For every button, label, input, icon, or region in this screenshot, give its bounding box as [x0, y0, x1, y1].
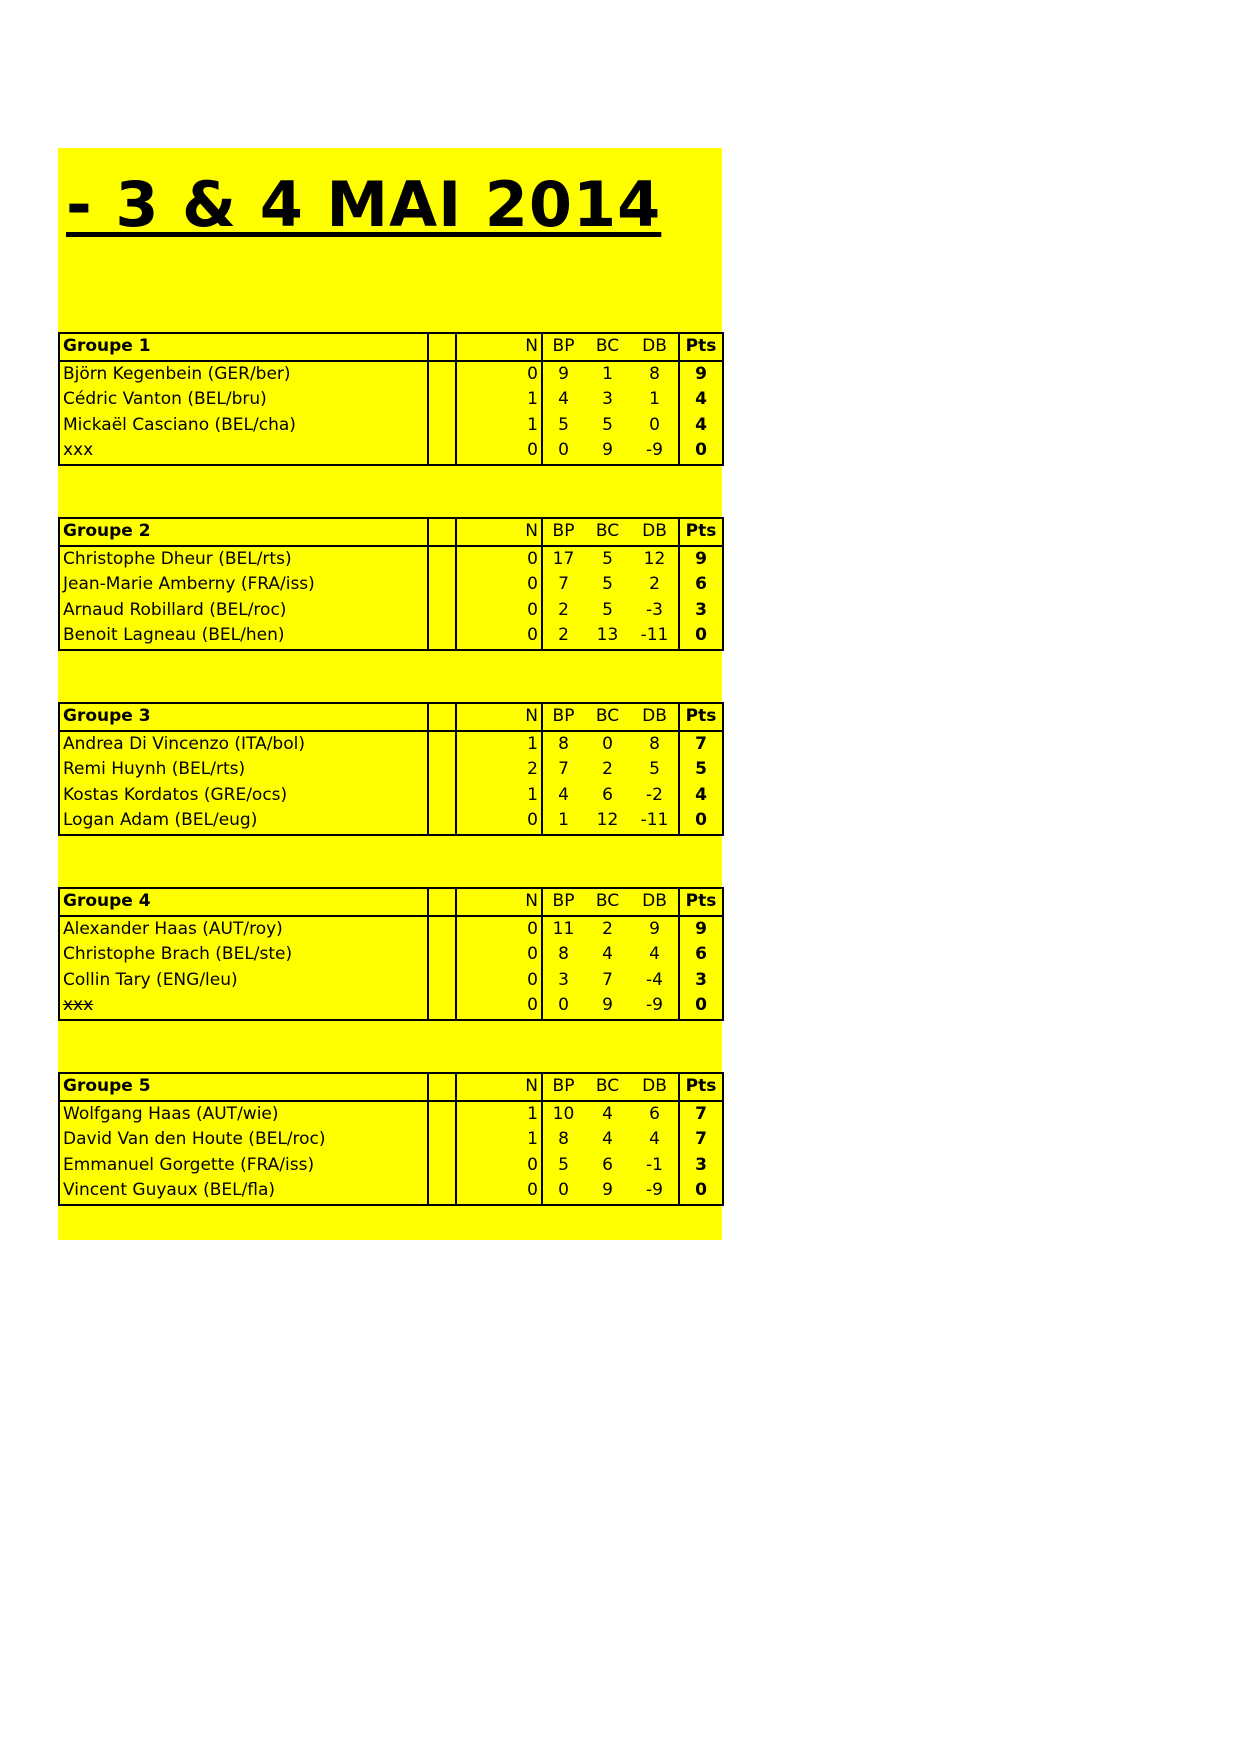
cell-db[interactable]: -11: [631, 623, 679, 650]
cell-n[interactable]: 1: [456, 783, 542, 809]
table-row: [59, 572, 723, 598]
cell-pts[interactable]: 7: [679, 1127, 723, 1153]
cell-bp[interactable]: 11: [542, 916, 584, 943]
table-row: [59, 438, 723, 465]
group-name[interactable]: Groupe 3: [59, 703, 428, 731]
cell-bc[interactable]: 2: [602, 918, 613, 939]
table-row: [59, 993, 723, 1020]
cell-pts[interactable]: 6: [679, 572, 723, 598]
cell-bp[interactable]: 8: [542, 942, 584, 968]
cell-bp[interactable]: 10: [542, 1101, 584, 1128]
cell-pts[interactable]: 4: [679, 783, 723, 809]
header-bc[interactable]: BC: [584, 1073, 631, 1101]
blank-cell[interactable]: [428, 1178, 456, 1205]
group-name[interactable]: Groupe 1: [59, 333, 428, 361]
table-row: [59, 361, 723, 388]
table-row: [59, 1101, 723, 1128]
cell-n[interactable]: 1: [456, 731, 542, 758]
cell-n[interactable]: 0: [456, 968, 542, 994]
player-name[interactable]: Alexander Haas (AUT/roy): [59, 916, 428, 943]
cell-n[interactable]: 0: [456, 916, 542, 943]
cell-n[interactable]: 1: [456, 413, 542, 439]
blank-cell[interactable]: [428, 1101, 456, 1128]
cell-bp[interactable]: 0: [542, 438, 584, 465]
cell-bc[interactable]: 6: [602, 784, 613, 805]
blank-cell[interactable]: [428, 387, 456, 413]
header-bp[interactable]: BP: [542, 333, 584, 361]
cell-db[interactable]: 8: [631, 361, 679, 388]
player-name[interactable]: Logan Adam (BEL/eug): [59, 808, 428, 835]
table-row: [59, 598, 723, 624]
cell-pts[interactable]: 6: [679, 942, 723, 968]
header-pts[interactable]: Pts: [679, 518, 723, 546]
cell-bp[interactable]: 8: [542, 731, 584, 758]
player-name[interactable]: Jean-Marie Amberny (FRA/iss): [59, 572, 428, 598]
cell-n[interactable]: 0: [456, 993, 542, 1020]
header-n[interactable]: N: [456, 1073, 542, 1101]
cell-bp[interactable]: 9: [542, 361, 584, 388]
cell-bp[interactable]: 2: [542, 598, 584, 624]
header-pts[interactable]: Pts: [679, 703, 723, 731]
cell-bc[interactable]: 5: [602, 574, 613, 595]
table-row: [59, 916, 723, 943]
group-header-row: [59, 1073, 723, 1101]
cell-db[interactable]: -11: [631, 808, 679, 835]
table-row: [59, 757, 723, 783]
blank-cell[interactable]: [428, 333, 456, 361]
cell-bp[interactable]: 17: [542, 546, 584, 573]
cell-db[interactable]: -1: [631, 1153, 679, 1179]
cell-n[interactable]: 0: [456, 1178, 542, 1205]
cell-db[interactable]: 6: [631, 1101, 679, 1128]
table-row: [59, 623, 723, 650]
cell-pts[interactable]: 9: [679, 916, 723, 943]
group-table: [58, 1072, 724, 1206]
player-name[interactable]: Benoit Lagneau (BEL/hen): [59, 623, 428, 650]
header-db[interactable]: DB: [631, 888, 679, 916]
blank-cell[interactable]: [428, 438, 456, 465]
cell-pts[interactable]: 0: [679, 438, 723, 465]
cell-bc[interactable]: 5: [602, 414, 613, 435]
player-name[interactable]: Arnaud Robillard (BEL/roc): [59, 598, 428, 624]
cell-pts[interactable]: 4: [679, 413, 723, 439]
cell-bp[interactable]: 0: [542, 1178, 584, 1205]
player-name[interactable]: Christophe Brach (BEL/ste): [59, 942, 428, 968]
cell-bc[interactable]: 1: [602, 363, 613, 384]
table-row: [59, 413, 723, 439]
blank-cell[interactable]: [428, 916, 456, 943]
header-n[interactable]: N: [456, 518, 542, 546]
blank-cell[interactable]: [428, 1153, 456, 1179]
cell-pts[interactable]: 3: [679, 1153, 723, 1179]
cell-pts[interactable]: 0: [679, 808, 723, 835]
cell-db[interactable]: 2: [631, 572, 679, 598]
blank-cell[interactable]: [428, 546, 456, 573]
cell-n[interactable]: 0: [456, 808, 542, 835]
table-row: [59, 968, 723, 994]
cell-bp[interactable]: 4: [542, 387, 584, 413]
cell-db[interactable]: 1: [631, 387, 679, 413]
cell-pts[interactable]: 7: [679, 1101, 723, 1128]
blank-cell[interactable]: [428, 1073, 456, 1101]
blank-cell[interactable]: [428, 518, 456, 546]
header-n[interactable]: N: [456, 888, 542, 916]
group-header-row: [59, 518, 723, 546]
cell-pts[interactable]: 9: [679, 361, 723, 388]
cell-bc[interactable]: 12: [584, 808, 631, 835]
player-name[interactable]: Andrea Di Vincenzo (ITA/bol): [59, 731, 428, 758]
cell-db[interactable]: -9: [631, 993, 679, 1020]
cell-db[interactable]: 9: [631, 916, 679, 943]
cell-pts[interactable]: 7: [679, 731, 723, 758]
cell-db[interactable]: 4: [631, 942, 679, 968]
table-row: [59, 808, 723, 835]
player-name[interactable]: Vincent Guyaux (BEL/fla): [59, 1178, 428, 1205]
cell-bp[interactable]: 1: [542, 808, 584, 835]
header-db[interactable]: DB: [631, 333, 679, 361]
cell-db[interactable]: 4: [631, 1127, 679, 1153]
cell-db[interactable]: -3: [631, 598, 679, 624]
cell-bc[interactable]: 9: [584, 1178, 631, 1205]
player-name[interactable]: Björn Kegenbein (GER/ber): [59, 361, 428, 388]
blank-cell[interactable]: [428, 623, 456, 650]
player-name[interactable]: Christophe Dheur (BEL/rts): [59, 546, 428, 573]
blank-cell[interactable]: [428, 413, 456, 439]
group-header-row: [59, 703, 723, 731]
group-table: [58, 332, 724, 466]
header-bp[interactable]: BP: [542, 703, 584, 731]
cell-n[interactable]: 0: [456, 361, 542, 388]
cell-bc[interactable]: 5: [602, 548, 613, 569]
cell-pts[interactable]: 0: [679, 993, 723, 1020]
cell-bc[interactable]: 7: [602, 969, 613, 990]
blank-cell[interactable]: [428, 942, 456, 968]
group-table: [58, 887, 724, 1021]
blank-cell[interactable]: [428, 1127, 456, 1153]
header-db[interactable]: DB: [631, 1073, 679, 1101]
cell-n[interactable]: 1: [456, 387, 542, 413]
blank-cell[interactable]: [428, 968, 456, 994]
header-db[interactable]: DB: [631, 518, 679, 546]
cell-db[interactable]: 5: [631, 757, 679, 783]
cell-bc[interactable]: 0: [602, 733, 613, 754]
cell-n[interactable]: 1: [456, 1127, 542, 1153]
blank-cell[interactable]: [428, 993, 456, 1020]
blank-cell[interactable]: [428, 888, 456, 916]
group-header-row: [59, 333, 723, 361]
header-db[interactable]: DB: [631, 703, 679, 731]
cell-pts[interactable]: 9: [679, 546, 723, 573]
table-row: [59, 783, 723, 809]
header-bp[interactable]: BP: [542, 888, 584, 916]
blank-cell[interactable]: [428, 572, 456, 598]
cell-bc[interactable]: 6: [602, 1154, 613, 1175]
cell-n[interactable]: 2: [456, 757, 542, 783]
cell-db[interactable]: -9: [631, 438, 679, 465]
cell-n[interactable]: 0: [456, 598, 542, 624]
cell-pts[interactable]: 5: [679, 757, 723, 783]
cell-bp[interactable]: 4: [542, 783, 584, 809]
cell-bc[interactable]: 5: [602, 599, 613, 620]
player-name[interactable]: David Van den Houte (BEL/roc): [59, 1127, 428, 1153]
cell-bp[interactable]: 5: [542, 1153, 584, 1179]
cell-n[interactable]: 0: [456, 942, 542, 968]
header-n[interactable]: N: [456, 333, 542, 361]
cell-n[interactable]: 1: [456, 1101, 542, 1128]
table-row: [59, 1178, 723, 1205]
player-name[interactable]: Mickaël Casciano (BEL/cha): [59, 413, 428, 439]
player-name[interactable]: xxx: [59, 438, 428, 465]
cell-bc[interactable]: 4: [602, 944, 613, 965]
group-name[interactable]: Groupe 4: [59, 888, 428, 916]
spreadsheet-page: [58, 148, 722, 1240]
header-pts[interactable]: Pts: [679, 333, 723, 361]
cell-pts[interactable]: 3: [679, 598, 723, 624]
cell-bc[interactable]: 4: [602, 1103, 613, 1124]
cell-bc[interactable]: 9: [584, 993, 631, 1020]
cell-n[interactable]: 0: [456, 1153, 542, 1179]
blank-cell[interactable]: [428, 783, 456, 809]
cell-db[interactable]: 12: [631, 546, 679, 573]
header-n[interactable]: N: [456, 703, 542, 731]
header-bc[interactable]: BC: [584, 703, 631, 731]
table-row: [59, 1127, 723, 1153]
player-name[interactable]: Remi Huynh (BEL/rts): [59, 757, 428, 783]
header-pts[interactable]: Pts: [679, 1073, 723, 1101]
cell-pts[interactable]: 4: [679, 387, 723, 413]
cell-db[interactable]: 0: [631, 413, 679, 439]
table-row: [59, 546, 723, 573]
player-name[interactable]: Kostas Kordatos (GRE/ocs): [59, 783, 428, 809]
cell-bp[interactable]: 8: [542, 1127, 584, 1153]
header-bp[interactable]: BP: [542, 1073, 584, 1101]
cell-bp[interactable]: 3: [542, 968, 584, 994]
player-name[interactable]: Emmanuel Gorgette (FRA/iss): [59, 1153, 428, 1179]
cell-bc[interactable]: 9: [584, 438, 631, 465]
table-row: [59, 1153, 723, 1179]
cell-pts[interactable]: 0: [679, 1178, 723, 1205]
player-name[interactable]: Collin Tary (ENG/leu): [59, 968, 428, 994]
blank-cell[interactable]: [428, 757, 456, 783]
blank-cell[interactable]: [428, 703, 456, 731]
cell-n[interactable]: 0: [456, 546, 542, 573]
group-table: [58, 517, 724, 651]
header-bc[interactable]: BC: [584, 888, 631, 916]
header-bc[interactable]: BC: [584, 518, 631, 546]
cell-bc[interactable]: 3: [602, 389, 613, 410]
cell-n[interactable]: 0: [456, 572, 542, 598]
blank-cell[interactable]: [428, 598, 456, 624]
cell-bc[interactable]: 4: [602, 1129, 613, 1150]
cell-pts[interactable]: 3: [679, 968, 723, 994]
cell-db[interactable]: -9: [631, 1178, 679, 1205]
cell-bp[interactable]: 2: [542, 623, 584, 650]
group-name[interactable]: Groupe 5: [59, 1073, 428, 1101]
page-title: - 3 & 4 MAI 2014: [66, 168, 662, 241]
header-bp[interactable]: BP: [542, 518, 584, 546]
group-header-row: [59, 888, 723, 916]
header-pts[interactable]: Pts: [679, 888, 723, 916]
table-row: [59, 942, 723, 968]
cell-bp[interactable]: 7: [542, 757, 584, 783]
table-row: [59, 387, 723, 413]
player-name[interactable]: Wolfgang Haas (AUT/wie): [59, 1101, 428, 1128]
cell-bp[interactable]: 5: [542, 413, 584, 439]
player-name[interactable]: Cédric Vanton (BEL/bru): [59, 387, 428, 413]
table-row: [59, 731, 723, 758]
blank-cell[interactable]: [428, 731, 456, 758]
cell-n[interactable]: 0: [456, 623, 542, 650]
cell-db[interactable]: -4: [631, 968, 679, 994]
cell-bc[interactable]: 2: [602, 759, 613, 780]
blank-cell[interactable]: [428, 361, 456, 388]
cell-db[interactable]: 8: [631, 731, 679, 758]
cell-db[interactable]: -2: [631, 783, 679, 809]
cell-pts[interactable]: 0: [679, 623, 723, 650]
cell-n[interactable]: 0: [456, 438, 542, 465]
cell-bp[interactable]: 0: [542, 993, 584, 1020]
player-name[interactable]: xxx: [59, 993, 428, 1020]
header-bc[interactable]: BC: [584, 333, 631, 361]
group-name[interactable]: Groupe 2: [59, 518, 428, 546]
group-table: [58, 702, 724, 836]
cell-bc[interactable]: 13: [584, 623, 631, 650]
cell-bp[interactable]: 7: [542, 572, 584, 598]
blank-cell[interactable]: [428, 808, 456, 835]
